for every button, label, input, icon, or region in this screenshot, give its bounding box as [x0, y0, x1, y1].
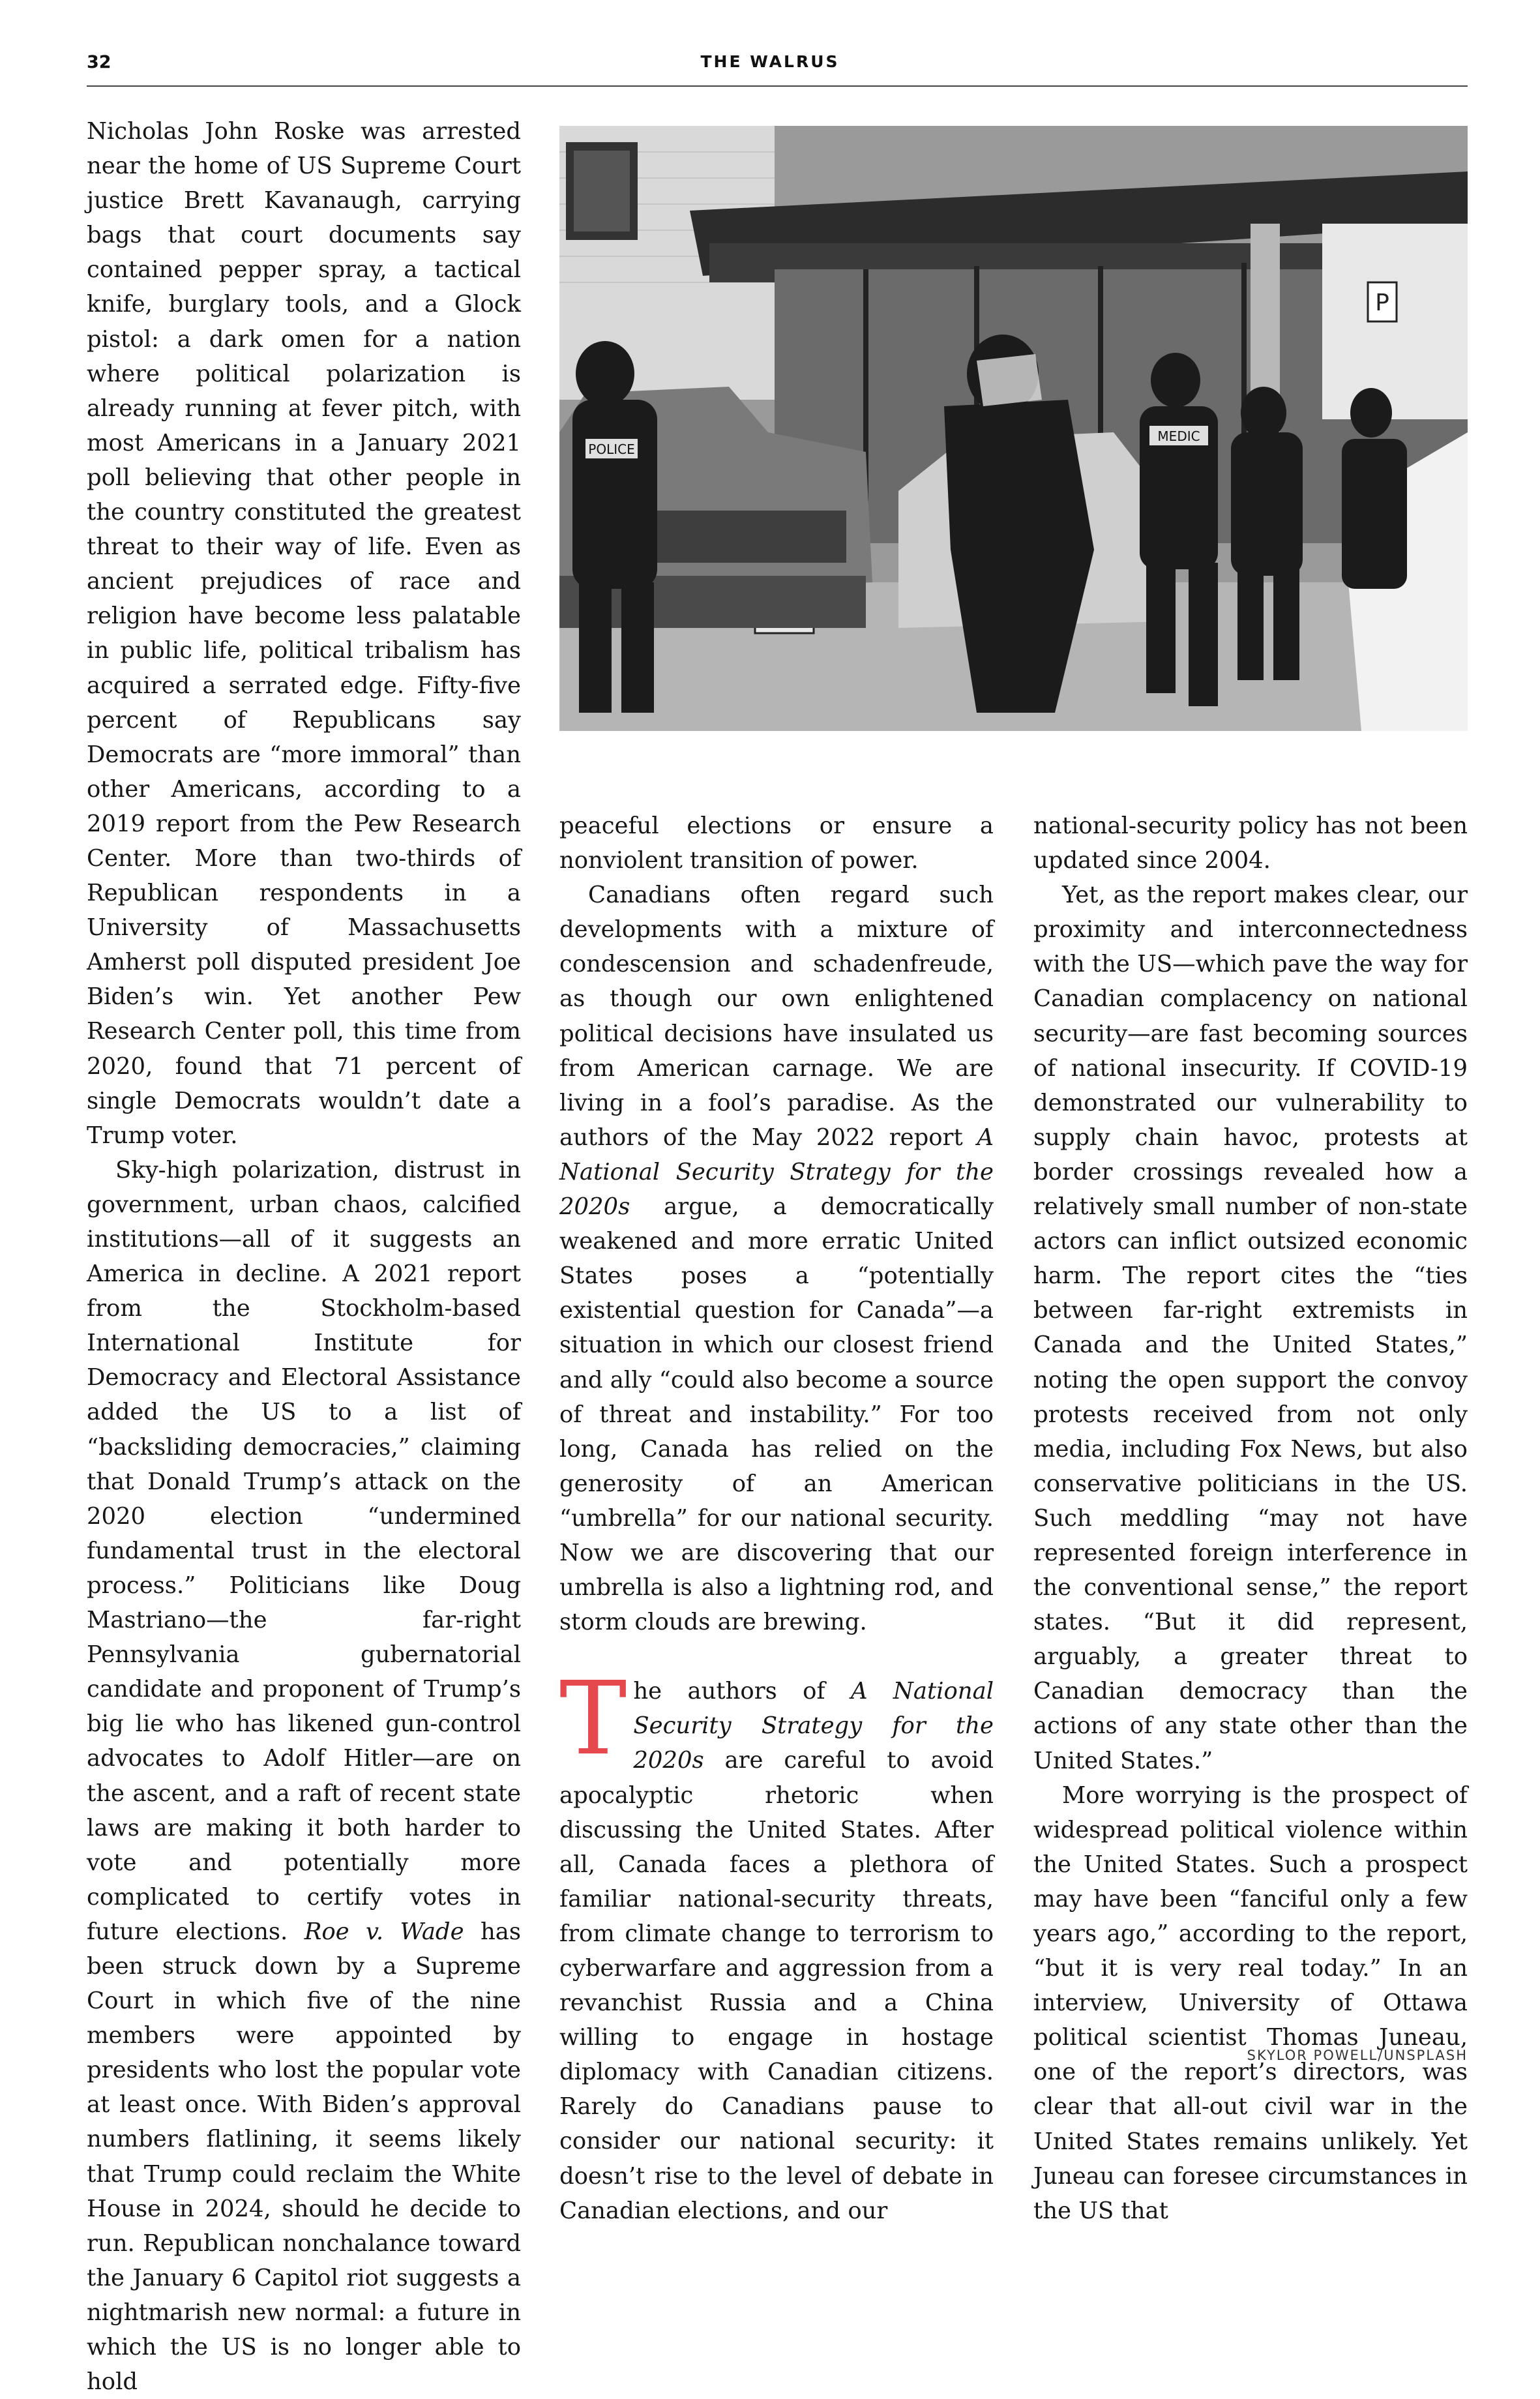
parking-sign: P	[1375, 290, 1389, 316]
header-rule	[87, 85, 1468, 87]
medic-label: MEDIC	[1157, 428, 1200, 444]
paragraph: peaceful elections or ensure a nonviolent transition of power.	[559, 812, 994, 874]
paragraph: More worrying is the prospect of widespread political violence within the United States. Such a prospect may have been “fanciful only a few years ago,” according to the report, “but it is very real today.” In an interview, University of Ottawa political scientist Thomas Juneau, one of the report’s directors, was clear that all-out civil war in the United States remains unlikely. Yet Juneau can foresee circumstances in the US that	[1033, 1781, 1468, 2224]
police-label: POLICE	[588, 441, 635, 457]
paragraph: Nicholas John Roske was arrested near the home of US Supreme Court justice Brett Kavanaugh, carrying bags that court documents say contained pepper spray, a tactical knife, burglary tools, and a Glock pistol: a dark omen for a nation where political polarization is already running at fever pitch, with most Americans in a January 2021 poll believing that other people in the country constituted the greatest threat to their way of life. Even as ancient prejudices of race and religion have become less palatable in public life, political tribalism has acquired a serrated edge. Fifty-five percent of Republicans say Democrats are “more immoral” than other Americans, according to a 2019 report from the Pew Research Center. More than two-thirds of Republican respondents in a University of Massachusetts Amherst poll disputed president Joe Biden’s win. Yet another Pew Research Center poll, this time from 2020, found that 71 percent of single Democrats wouldn’t date a Trump voter.	[87, 118, 521, 1149]
drop-cap: T	[559, 1660, 627, 1778]
paragraph: Sky-high polarization, distrust in government, urban chaos, calcified institutions—all of it suggests an America in decline. A 2021 report from the Stockholm-based International Institute for Democracy and Electoral Assistance added the US to a list of “backsliding democracies,” claiming that Donald Trump’s attack on the 2020 election “undermined fundamental trust in the electoral process.” Politicians like Doug Mastriano—the far-right Pennsylvania gubernatorial candidate and proponent of Trump’s big lie who has likened gun-control advocates to Adolf Hitler—are on the ascent, and a raft of recent state laws are making it both harder to vote and potentially more complicated to certify votes in future elections. Roe v. Wade has been struck down by a Supreme Court in which five of the nine members were appointed by presidents who lost the popular vote at least once. With Biden’s approval numbers flatlining, it seems likely that Trump could reclaim the White House in 2024, should he decide to run. Republican nonchalance toward the January 6 Capitol riot suggests a nightmarish new normal: a future in which the US is no longer able to hold	[87, 1156, 522, 2396]
paragraph: national-security policy has not been updated since 2004.	[1033, 812, 1468, 874]
column-3	[1033, 809, 1468, 2228]
paragraph: Canadians often regard such developments with a mixture of condescension and schadenfreude, as though our own enlightened political decisions have insulated us from American carnage. We are living in a fool’s paradise. As the authors of the May 2022 report A National Security Strategy for the 2020s argue, a democratically weakened and more erratic United States poses a “potentially existential question for Canada”—a situation in which our closest friend and ally “could also become a source of threat and instability.” For too long, Canada has relied on the generosity of an American “umbrella” for our national security. Now we are discovering that our umbrella is also a lightning rod, and storm clouds are brewing.	[559, 882, 994, 1636]
protest-photo	[559, 126, 1468, 731]
paragraph: Yet, as the report makes clear, our proximity and interconnectedness with the US—which pave the way for Canadian complacency on national security—are fast becoming sources of national insecurity. If COVID-19 demonstrated our vulnerability to supply chain havoc, protests at border crossings revealed how a relatively small number of non-state actors can inflict outsized economic harm. The report cites the “ties between far-right extremists in Canada and the United States,” noting the open support the convoy protests received from not only media, including Fox News, but also conservative politicians in the US. Such meddling “may not have represented foreign interference in the conventional sense,” the report states. “But it did represent, arguably, a greater threat to Canadian democracy than the actions of any state other than the United States.”	[1033, 882, 1468, 1774]
photo-credit: SKYLOR POWELL/UNSPLASH	[1247, 2048, 1468, 2063]
column-1	[87, 114, 521, 2399]
page-number: 32	[87, 52, 111, 72]
publication-name: THE WALRUS	[700, 52, 840, 71]
column-2	[559, 809, 994, 2228]
paragraph-dropcap: The authors of A National Security Strategy for the 2020s are careful to avoid apocalyptic rhetoric when discussing the United States. After all, Canada faces a plethora of familiar national-security threats, from climate change to terrorism to cyberwarfare and aggression from a revanchist Russia and a China willing to engage in hostage diplomacy with Canadian citizens. Rarely do Canadians pause to consider our national security: it doesn’t rise to the level of debate in Canadian elections, and our	[559, 1660, 994, 2224]
